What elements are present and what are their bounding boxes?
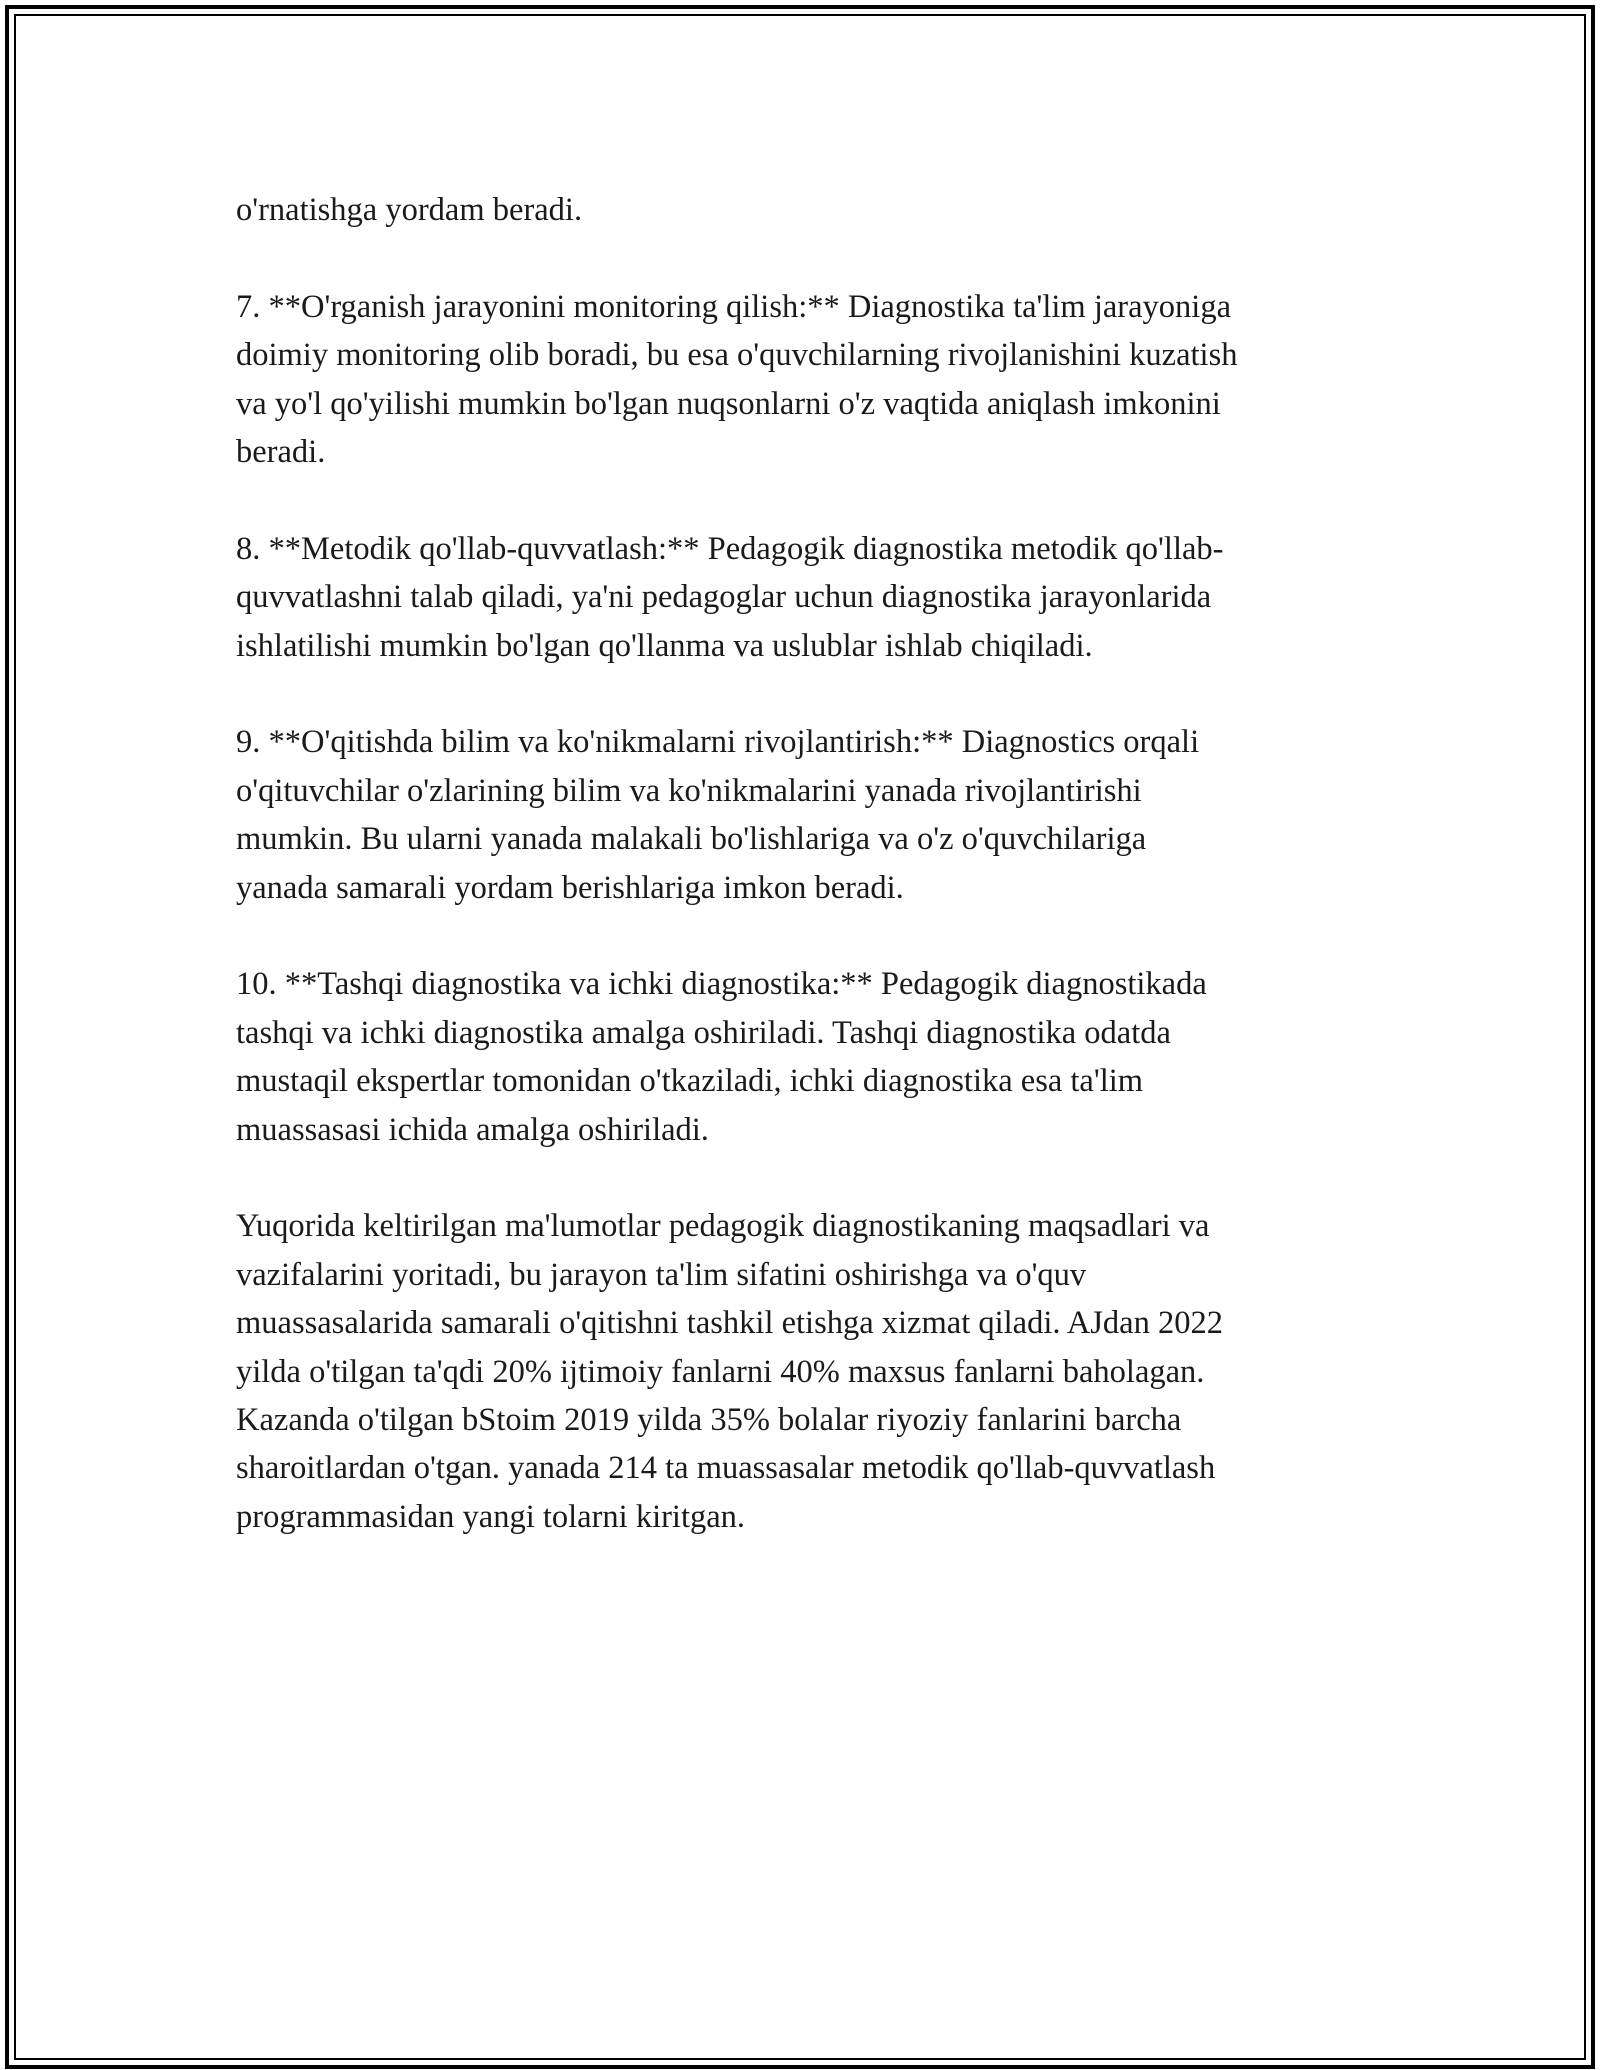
- paragraph-item-8: 8. **Metodik qo'llab-quvvatlash:** Pedagogik diagnostika metodik qo'llab- quvvatlashni talab qiladi, ya'ni pedagoglar uchun diagnostika jarayonlarida ishlatilishi mumkin bo'lgan qo'llanma va uslublar ishlab chiqiladi.: [236, 530, 1224, 664]
- paragraph-summary: Yuqorida keltirilgan ma'lumotlar pedagogik diagnostikaning maqsadlari va vazifalarini yoritadi, bu jarayon ta'lim sifatini oshirishga va o'quv muassasalarida samarali o'qitishni tashkil etishga xizmat qiladi. AJdan 2022 yilda o'tilgan ta'qdi 20% ijtimoiy fanlarni 40% maxsus fanlarni baholagan. Kazanda o'tilgan bStoim 2019 yilda 35% bolalar riyoziy fanlarini barcha sharoitlardan o'tgan. yanada 214 ta muassasalar metodik qo'llab-quvvatlash programmasidan yangi tolarni kiritgan.: [236, 1208, 1223, 1535]
- document-body: [236, 186, 1396, 1590]
- paragraph-item-10: 10. **Tashqi diagnostika va ichki diagnostika:** Pedagogik diagnostikada tashqi va ichki diagnostika amalga oshiriladi. Tashqi diagnostika odatda mustaqil ekspertlar tomonidan o'tkaziladi, ichki diagnostika esa ta'lim muassasasi ichida amalga oshiriladi.: [236, 966, 1207, 1148]
- paragraph-continuation: o'rnatishga yordam beradi.: [236, 192, 583, 228]
- paragraph-item-9: 9. **O'qitishda bilim va ko'nikmalarni rivojlantirish:** Diagnostics orqali o'qituvchilar o'zlarining bilim va ko'nikmalarini yanada rivojlantirishi mumkin. Bu ularni yanada malakali bo'lishlariga va o'z o'quvchilariga yanada samarali yordam berishlariga imkon beradi.: [236, 724, 1200, 906]
- paragraph-item-7: 7. **O'rganish jarayonini monitoring qilish:** Diagnostika ta'lim jarayoniga doimiy monitoring olib boradi, bu esa o'quvchilarning rivojlanishini kuzatish va yo'l qo'yilishi mumkin bo'lgan nuqsonlarni o'z vaqtida aniqlash imkonini beradi.: [236, 288, 1238, 471]
